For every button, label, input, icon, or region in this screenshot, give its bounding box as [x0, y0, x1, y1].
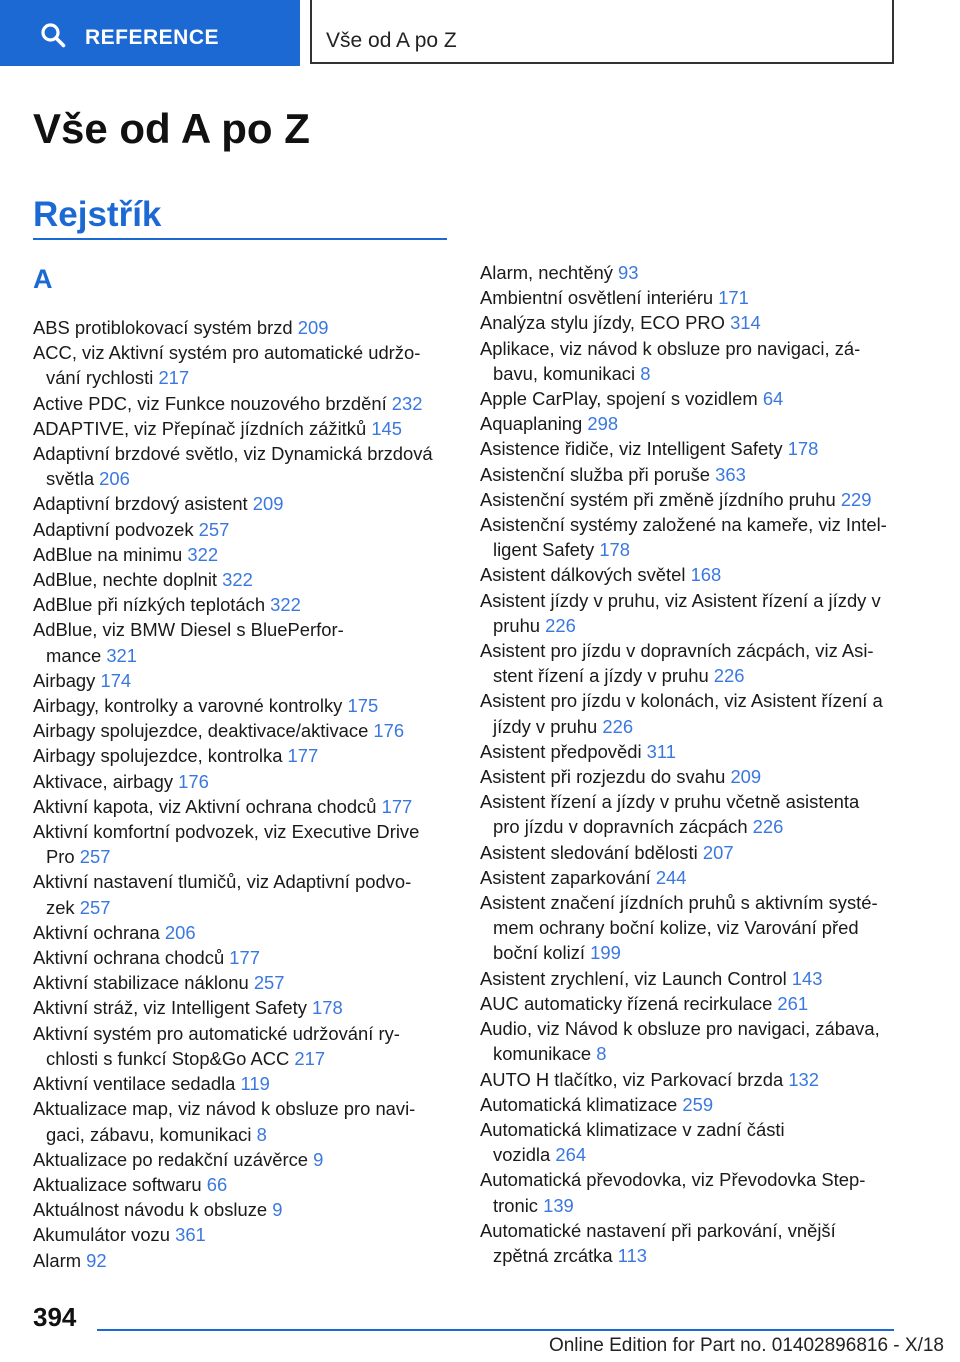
page-reference-link[interactable]: 66 [206, 1173, 228, 1195]
page-reference-link[interactable]: 226 [713, 665, 745, 687]
page-reference-link[interactable]: 361 [175, 1224, 206, 1246]
index-entry [33, 1248, 453, 1273]
page-reference-link[interactable]: 178 [787, 438, 819, 460]
index-entry-text: Apple CarPlay, spojení s vozidlem [480, 388, 763, 410]
index-entry-text: Analýza stylu jízdy, ECO PRO [480, 312, 731, 334]
index-entry [480, 512, 920, 562]
index-entry-text: Asistent značení jízdních pruhů s aktivním systé- [480, 892, 878, 914]
index-entry-text: Asistent pro jízdu v dopravních zácpách, viz Asi- [480, 640, 874, 662]
page-reference-link[interactable]: 209 [297, 317, 329, 338]
page-reference-link[interactable]: 143 [791, 967, 823, 989]
index-column-right [480, 260, 920, 1268]
index-entry [33, 920, 453, 945]
index-entry-text: stent řízení a jízdy v pruhu [493, 665, 714, 687]
index-entry-text: Alarm [33, 1249, 87, 1271]
index-entry [480, 966, 920, 991]
index-entry [480, 789, 920, 839]
index-entry-text: Automatické nastavení při parkování, vnější [480, 1219, 836, 1241]
index-entry-text: ligent Safety [493, 539, 600, 561]
index-entry [480, 436, 920, 461]
page-reference-link[interactable]: 226 [752, 816, 784, 838]
page-reference-link[interactable]: 257 [79, 896, 111, 918]
index-entry-text: Adaptivní brzdový asistent [33, 493, 253, 515]
index-entry [33, 794, 453, 819]
index-entry-text: Aktivní ventilace sedadla [33, 1073, 241, 1095]
page-reference-link[interactable]: 132 [788, 1068, 819, 1090]
index-entry-text: Asistenční systémy založené na kameře, viz Intel- [480, 514, 887, 536]
index-entry-text: bavu, komunikaci [493, 362, 641, 384]
index-entry-text: Asistent pro jízdu v kolonách, viz Asistent řízení a [480, 690, 883, 712]
page-reference-link[interactable]: 177 [287, 745, 319, 767]
page-reference-link[interactable]: 168 [690, 564, 722, 586]
index-entry-text: pruhu [493, 614, 546, 636]
index-entry-text: vozidla [493, 1144, 556, 1166]
index-entry-text: AdBlue, nechte doplnit [33, 569, 223, 591]
page-reference-link[interactable]: 176 [178, 770, 209, 792]
index-entry-text: Aktivní kapota, viz Aktivní ochrana chodců [33, 795, 382, 817]
index-entry [33, 441, 453, 491]
search-icon [40, 22, 66, 48]
top-navigation-bar [0, 0, 960, 66]
index-entry-text: Aktivní ochrana chodců [33, 947, 230, 969]
index-entry [480, 487, 920, 512]
page-reference-link[interactable]: 178 [599, 539, 631, 561]
page-reference-link[interactable]: 257 [79, 846, 111, 868]
index-entry [33, 391, 453, 416]
index-entry-text: mem ochrany boční kolize, viz Varování před [493, 917, 859, 939]
index-entry-text: Active PDC, viz Funkce nouzového brzdění [33, 392, 392, 414]
index-entry [33, 1096, 453, 1146]
index-entry-text: zek [46, 896, 80, 918]
index-entry-text: zpětná zrcátka [493, 1244, 618, 1266]
chapter-tab[interactable] [310, 0, 894, 64]
page-reference-link[interactable]: 175 [347, 695, 379, 717]
index-entry [480, 1092, 920, 1117]
footer-divider [97, 1329, 894, 1331]
index-entry [480, 840, 920, 865]
page-reference-link[interactable]: 363 [715, 463, 746, 485]
page-reference-link[interactable]: 322 [270, 594, 301, 616]
index-entry [33, 769, 453, 794]
page-reference-link[interactable]: 207 [702, 841, 734, 863]
index-entry [480, 310, 920, 335]
index-entry [480, 336, 920, 386]
index-entry [480, 411, 920, 436]
index-entry [33, 542, 453, 567]
index-entry [480, 562, 920, 587]
page-reference-link[interactable]: 261 [777, 992, 809, 1014]
index-entry-text: Ambientní osvětlení interiéru [480, 287, 719, 309]
index-entry-text: AdBlue při nízkých teplotách [33, 594, 271, 616]
index-entry-text: Airbagy [33, 669, 101, 691]
index-entry [33, 340, 453, 390]
index-entry-text: Aktualizace po redakční uzávěrce [33, 1148, 314, 1170]
index-entry-text: Asistent jízdy v pruhu, viz Asistent řízení a jízdy v [480, 589, 881, 611]
page-reference-link[interactable]: 226 [545, 614, 576, 636]
page-reference-link[interactable]: 93 [618, 262, 639, 283]
page-reference-link[interactable]: 8 [640, 362, 651, 384]
index-entry [480, 260, 920, 285]
index-entry [33, 869, 453, 919]
index-entry [33, 567, 453, 592]
page-reference-link[interactable]: 206 [99, 468, 130, 490]
page-reference-link[interactable]: 322 [222, 569, 253, 591]
index-entry [33, 517, 453, 542]
index-entry-text: Asistent dálkových světel [480, 564, 691, 586]
index-entry [480, 1067, 920, 1092]
index-entry-text: pro jízdu v dopravních zácpách [493, 816, 753, 838]
page-reference-link[interactable]: 229 [840, 488, 872, 510]
index-entry [33, 1071, 453, 1096]
index-entry [33, 693, 453, 718]
index-entry-text: ACC, viz Aktivní systém pro automatické udržo- [33, 342, 421, 364]
page-reference-link[interactable]: 321 [106, 644, 137, 666]
index-entry [480, 865, 920, 890]
page-reference-link[interactable]: 209 [730, 766, 762, 788]
index-entry-text: Aktivace, airbagy [33, 770, 179, 792]
index-entry [33, 315, 453, 340]
page-reference-link[interactable]: 209 [252, 493, 284, 515]
index-entry-text: Asistenční služba při poruše [480, 463, 716, 485]
page-reference-link[interactable]: 257 [253, 972, 285, 994]
index-entry [33, 743, 453, 768]
page-reference-link[interactable]: 226 [602, 715, 634, 737]
index-entry [480, 890, 920, 966]
page-reference-link[interactable]: 176 [373, 720, 405, 742]
page-reference-link[interactable]: 113 [617, 1244, 648, 1266]
page-reference-link[interactable]: 259 [682, 1093, 714, 1115]
reference-tab[interactable] [0, 0, 300, 66]
page-reference-link[interactable]: 8 [596, 1043, 607, 1065]
index-entry [33, 945, 453, 970]
index-entry-text: Aktivní systém pro automatické udržování ry- [33, 1022, 400, 1044]
index-entry [480, 285, 920, 310]
page-reference-link[interactable]: 257 [198, 518, 230, 540]
index-entry-text: Aktivní ochrana [33, 921, 165, 943]
index-entry-text: Aktivní komfortní podvozek, viz Executive Drive [33, 821, 420, 843]
index-entry-text: Automatická převodovka, viz Převodovka Step- [480, 1169, 866, 1191]
index-entry [480, 1117, 920, 1167]
index-entry-text: Asistent předpovědi [480, 740, 647, 762]
page-reference-link[interactable]: 177 [381, 795, 413, 817]
index-entry [480, 739, 920, 764]
index-entry-text: světla [46, 468, 100, 490]
reference-tab-label: REFERENCE [85, 26, 220, 49]
page-reference-link[interactable]: 298 [587, 413, 619, 435]
index-entry-text: tronic [493, 1194, 544, 1216]
index-entry [33, 668, 453, 693]
index-entry-text: Airbagy, kontrolky a varovné kontrolky [33, 695, 348, 717]
index-entry-text: Akumulátor vozu [33, 1224, 176, 1246]
page-reference-link[interactable]: 177 [229, 947, 260, 969]
index-entry-text: jízdy v pruhu [493, 715, 603, 737]
page-reference-link[interactable]: 119 [240, 1073, 270, 1095]
index-entry-text: Asistent při rozjezdu do svahu [480, 766, 731, 788]
index-entry [480, 1218, 920, 1268]
index-entry [480, 1016, 920, 1066]
index-letter-heading: A [33, 264, 53, 294]
index-entry-text: Aktivní stabilizace náklonu [33, 972, 254, 994]
index-entry-text: Aktivní stráž, viz Intelligent Safety [33, 997, 313, 1019]
index-entry-text: Aquaplaning [480, 413, 588, 435]
page-reference-link[interactable]: 264 [555, 1144, 587, 1166]
page-reference-link[interactable]: 145 [371, 417, 403, 439]
index-entry-text: komunikace [493, 1043, 597, 1065]
index-entry-text: Asistenční systém při změně jízdního pruhu [480, 488, 841, 510]
index-entry-text: ADAPTIVE, viz Přepínač jízdních zážitků [33, 417, 372, 439]
page-reference-link[interactable]: 311 [646, 740, 676, 762]
page-reference-link[interactable]: 217 [158, 367, 190, 389]
page-reference-link[interactable]: 217 [294, 1047, 326, 1069]
index-entry-text: gaci, zábavu, komunikaci [46, 1123, 257, 1145]
index-entry [33, 491, 453, 516]
index-entry-text: Alarm, nechtěný [480, 262, 618, 283]
index-entry-text: AdBlue na minimu [33, 543, 188, 565]
index-entry [480, 386, 920, 411]
index-entry-text: Asistent zrychlení, viz Launch Control [480, 967, 792, 989]
index-entry [33, 1147, 453, 1172]
index-entry [480, 588, 920, 638]
index-entry [480, 688, 920, 738]
index-entry-text: Airbagy spolujezdce, deaktivace/aktivace [33, 720, 374, 742]
index-entry [480, 1167, 920, 1217]
index-entry [33, 819, 453, 869]
page-reference-link[interactable]: 64 [762, 388, 784, 410]
page-number: 394 [33, 1302, 77, 1332]
index-entry-text: ABS protiblokovací systém brzd [33, 317, 298, 338]
index-entry [33, 1222, 453, 1247]
page-reference-link[interactable]: 139 [543, 1194, 574, 1216]
chapter-tab-label: Vše od A po Z [326, 29, 457, 52]
index-entry-text: Pro [46, 846, 80, 868]
index-entry-text: Adaptivní brzdové světlo, viz Dynamická brzdová [33, 443, 433, 465]
index-entry-text: Aktualizace map, viz návod k obsluze pro navi- [33, 1098, 416, 1120]
index-entry [33, 1021, 453, 1071]
index-entry-text: AUC automaticky řízená recirkulace [480, 992, 778, 1014]
index-entry-text: Automatická klimatizace v zadní části [480, 1118, 785, 1140]
index-entry-text: Asistent zaparkování [480, 866, 656, 888]
index-entry [33, 1197, 453, 1222]
page-reference-link[interactable]: 8 [256, 1123, 267, 1145]
page-reference-link[interactable]: 244 [655, 866, 687, 888]
index-entry-text: Automatická klimatizace [480, 1093, 683, 1115]
page-reference-link[interactable]: 199 [590, 942, 621, 964]
index-entry-text: boční kolizí [493, 942, 591, 964]
index-entry-text: Aktualizace softwaru [33, 1173, 207, 1195]
index-entry-text: Asistence řidiče, viz Intelligent Safety [480, 438, 788, 460]
page-reference-link[interactable]: 178 [312, 997, 343, 1019]
index-entry [33, 416, 453, 441]
index-entry-text: Asistent sledování bdělosti [480, 841, 703, 863]
index-entry-text: AUTO H tlačítko, viz Parkovací brzda [480, 1068, 789, 1090]
index-entry [480, 764, 920, 789]
page-reference-link[interactable]: 9 [313, 1148, 324, 1170]
index-entry-text: Aplikace, viz návod k obsluze pro navigaci, zá- [480, 337, 861, 359]
page-reference-link[interactable]: 174 [100, 669, 132, 691]
index-entry [33, 718, 453, 743]
page-reference-link[interactable]: 9 [272, 1199, 283, 1221]
section-divider [33, 238, 447, 240]
index-entry-text: Aktuálnost návodu k obsluze [33, 1199, 273, 1221]
index-column-left [33, 315, 453, 1273]
page-title: Vše od A po Z [33, 105, 310, 152]
index-entry-text: vání rychlosti [46, 367, 159, 389]
page-reference-link[interactable]: 171 [718, 287, 749, 309]
index-entry [33, 970, 453, 995]
page-reference-link[interactable]: 314 [730, 312, 761, 334]
index-entry [33, 1172, 453, 1197]
index-entry-text: AdBlue, viz BMW Diesel s BluePerfor- [33, 619, 344, 641]
page-reference-link[interactable]: 232 [391, 392, 423, 414]
index-entry-text: chlosti s funkcí Stop&Go ACC [46, 1047, 295, 1069]
page-reference-link[interactable]: 206 [164, 921, 196, 943]
footer-edition-text: Online Edition for Part no. 01402896816 - X/18 [548, 1335, 944, 1356]
index-entry-text: Audio, viz Návod k obsluze pro navigaci, zábava, [480, 1018, 880, 1040]
index-entry [480, 991, 920, 1016]
page-reference-link[interactable]: 322 [187, 543, 219, 565]
index-entry-text: Adaptivní podvozek [33, 518, 199, 540]
index-entry [33, 617, 453, 667]
index-entry [33, 995, 453, 1020]
index-entry-text: Airbagy spolujezdce, kontrolka [33, 745, 288, 767]
index-entry [480, 462, 920, 487]
page-reference-link[interactable]: 92 [86, 1249, 107, 1271]
index-entry [33, 592, 453, 617]
index-entry-text: Aktivní nastavení tlumičů, viz Adaptivní podvo- [33, 871, 412, 893]
index-entry-text: Asistent řízení a jízdy v pruhu včetně asistenta [480, 791, 860, 813]
index-entry [480, 638, 920, 688]
section-title: Rejstřík [33, 195, 162, 234]
index-entry-text: mance [46, 644, 107, 666]
